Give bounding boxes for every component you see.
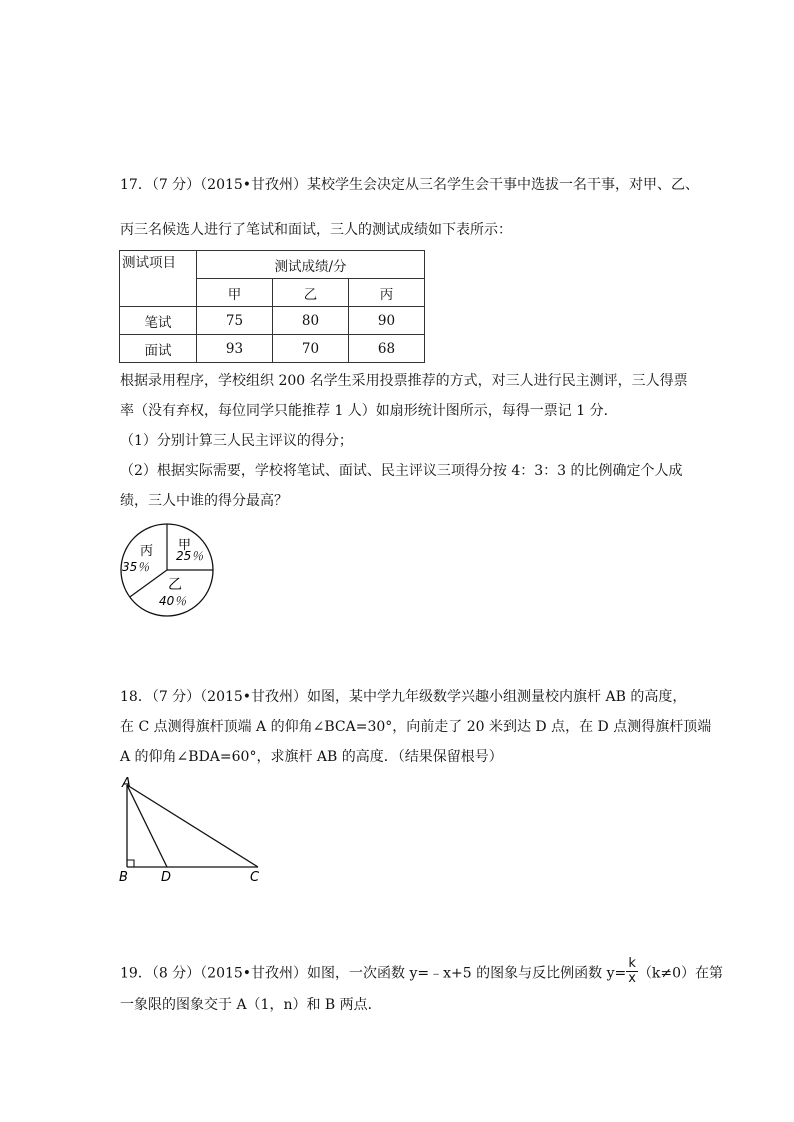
table-row-label: 面试 bbox=[120, 335, 197, 363]
q19-line2: 一象限的图象交于 A（1，n）和 B 两点． bbox=[120, 997, 382, 1013]
q17-sub-question-1: （1）分别计算三人民主评议的得分； bbox=[120, 433, 353, 449]
q17-para-line2: 率（没有弃权，每位同学只能推荐 1 人）如扇形统计图所示，每得一票记 1 分． bbox=[120, 403, 618, 419]
q18-line2: 在 C 点测得旗杆顶端 A 的仰角∠BCA=30°，向前走了 20 米到达 D 点，在 D 点测得旗杆顶端 bbox=[120, 719, 712, 735]
table-header-candidate: 丙 bbox=[349, 279, 425, 307]
table-cell: 80 bbox=[273, 307, 349, 335]
table-header-scores: 测试成绩/分 bbox=[197, 251, 425, 279]
label-point-b: B bbox=[119, 870, 128, 885]
pie-label-bing-percent: 35％ bbox=[122, 560, 150, 574]
pie-slice-boundary bbox=[130, 570, 167, 597]
flagpole-diagram bbox=[112, 775, 272, 885]
table-cell: 68 bbox=[349, 335, 425, 363]
q17-sub-question-2-line2: 绩，三人中谁的得分最高？ bbox=[120, 493, 288, 509]
pie-chart bbox=[118, 523, 228, 623]
table-row-label: 笔试 bbox=[120, 307, 197, 335]
q17-intro-line2: 丙三名候选人进行了笔试和面试，三人的测试成绩如下表所示： bbox=[120, 222, 512, 238]
table-cell: 93 bbox=[197, 335, 273, 363]
table-row bbox=[120, 307, 425, 335]
pie-label-yi-percent: 40％ bbox=[159, 594, 187, 608]
fraction-k-over-x bbox=[626, 957, 638, 986]
pie-label-yi-name: 乙 bbox=[168, 577, 182, 593]
q17-intro-line1: 17．（7 分）（2015•甘孜州）某校学生会决定从三名学生会干事中选拔一名干事，对甲、乙、 bbox=[120, 177, 700, 193]
label-point-a: A bbox=[122, 776, 131, 791]
table-cell: 75 bbox=[197, 307, 273, 335]
table-header-candidate: 甲 bbox=[197, 279, 273, 307]
q19-line1-text: 19．（8 分）（2015•甘孜州）如图，一次函数 y=﹣x+5 的图象与反比例函数 y= bbox=[120, 965, 627, 982]
table-cell: 90 bbox=[349, 307, 425, 335]
score-table bbox=[119, 250, 425, 363]
label-point-d: D bbox=[161, 870, 172, 885]
pie-label-jia-name: 甲 bbox=[178, 538, 192, 553]
pie-label-jia-percent: 25％ bbox=[176, 549, 204, 563]
right-angle-mark bbox=[127, 860, 134, 867]
fraction-numerator: k bbox=[626, 957, 638, 972]
label-point-c: C bbox=[250, 870, 260, 885]
pie-label-bing-name: 丙 bbox=[140, 544, 154, 559]
q17-para-line1: 根据录用程序，学校组织 200 名学生采用投票推荐的方式，对三人进行民主测评，三人得票 bbox=[120, 373, 688, 389]
table-cell: 70 bbox=[273, 335, 349, 363]
q17-sub-question-2-line1: （2）根据实际需要，学校将笔试、面试、民主评议三项得分按 4：3：3 的比例确定个人成 bbox=[120, 463, 683, 479]
table-header-item: 测试项目 bbox=[120, 251, 197, 307]
q18-line3: A 的仰角∠BDA=60°，求旗杆 AB 的高度．（结果保留根号） bbox=[120, 749, 503, 765]
q19-line1-tail: （k≠0）在第 bbox=[637, 965, 724, 982]
table-row bbox=[120, 335, 425, 363]
q18-line1: 18．（7 分）（2015•甘孜州）如图，某中学九年级数学兴趣小组测量校内旗杆 AB 的高度， bbox=[120, 689, 687, 705]
q19-line1 bbox=[120, 956, 724, 988]
table-header-candidate: 乙 bbox=[273, 279, 349, 307]
fraction-denominator: x bbox=[628, 971, 636, 986]
